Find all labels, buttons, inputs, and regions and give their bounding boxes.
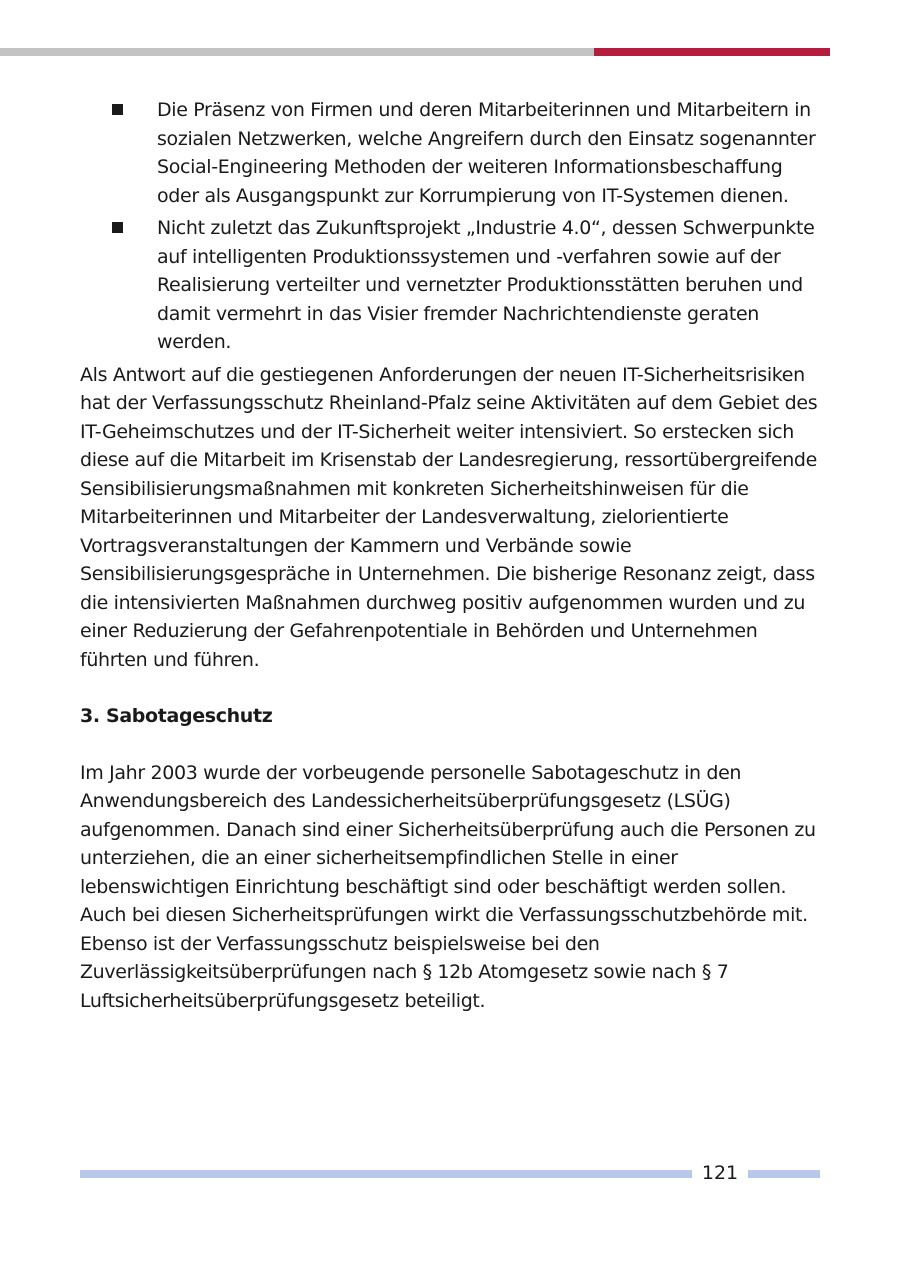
- square-bullet-icon: [112, 222, 123, 233]
- section-heading: 3. Sabotageschutz: [80, 705, 273, 727]
- page-number: 121: [701, 1162, 739, 1184]
- footer-rule-left: [80, 1170, 692, 1178]
- bullet-list: [80, 96, 820, 357]
- footer-rule-right: [748, 1170, 820, 1178]
- body-paragraph: Im Jahr 2003 wurde der vorbeugende personelle Sabotageschutz in den Anwendungsbereich des Landessicherheitsüberprüfungsgesetz (LSÜG) aufgenommen. Danach sind einer Sicherheitsüberprüfung auch die Personen zu unterziehen, die an einer sicherheitsempfindlichen Stelle in einer lebenswichtigen Einrichtung beschäftigt sind oder beschäftigt werden sollen. Auch bei diesen Sicherheitsprüfungen wirkt die Verfassungsschutzbehörde mit. Ebenso ist der Verfassungsschutz beispielsweise bei den Zuverlässigkeitsüberprüfungen nach § 12b Atomgesetz sowie nach § 7 Luftsicherheitsüberprüfungsgesetz beteiligt.: [80, 761, 816, 1012]
- body-paragraph: Als Antwort auf die gestiegenen Anforderungen der neuen IT-Sicherheitsrisiken hat der Verfassungsschutz Rheinland-Pfalz seine Aktivitäten auf dem Gebiet des IT-Geheimschutzes und der IT-Sicherheit weiter intensiviert. So erstecken sich diese auf die Mitarbeit im Krisenstab der Landesregierung, ressortübergreifende Sensibilisierungsmaßnahmen mit konkreten Sicherheitshinweisen für die Mitarbeiterinnen und Mitarbeiter der Landesverwaltung, zielorientierte Vortragsveranstaltungen der Kammern und Verbände sowie Sensibilisierungsgespräche in Unternehmen. Die bisherige Resonanz zeigt, dass die intensivierten Maßnahmen durchweg positiv aufgenommen wurden und zu einer Reduzierung der Gefahrenpotentiale in Behörden und Unternehmen führten und führen.: [80, 363, 818, 671]
- top-rule-gray: [0, 48, 594, 56]
- bullet-text: Nicht zuletzt das Zukunftsprojekt „Industrie 4.0“, dessen Schwerpunkte auf intelligenten Produktionssystemen und -verfahren sowie auf der Realisierung verteilter und vernetzter Produktionsstätten beruhen und damit vermehrt in das Visier fremder Nachrichtendienste geraten werden.: [157, 217, 815, 353]
- page-content: [80, 96, 820, 1015]
- list-item: [80, 96, 820, 210]
- bullet-text: Die Präsenz von Firmen und deren Mitarbeiterinnen und Mitarbeitern in sozialen Netzwerken, welche Angreifern durch den Einsatz sogenannter Social-Engineering Methoden der weiteren Informationsbeschaffung oder als Ausgangspunkt zur Korrumpierung von IT-Systemen dienen.: [157, 99, 816, 207]
- square-bullet-icon: [112, 104, 123, 115]
- list-item: [80, 214, 820, 357]
- top-rule-accent: [594, 48, 830, 56]
